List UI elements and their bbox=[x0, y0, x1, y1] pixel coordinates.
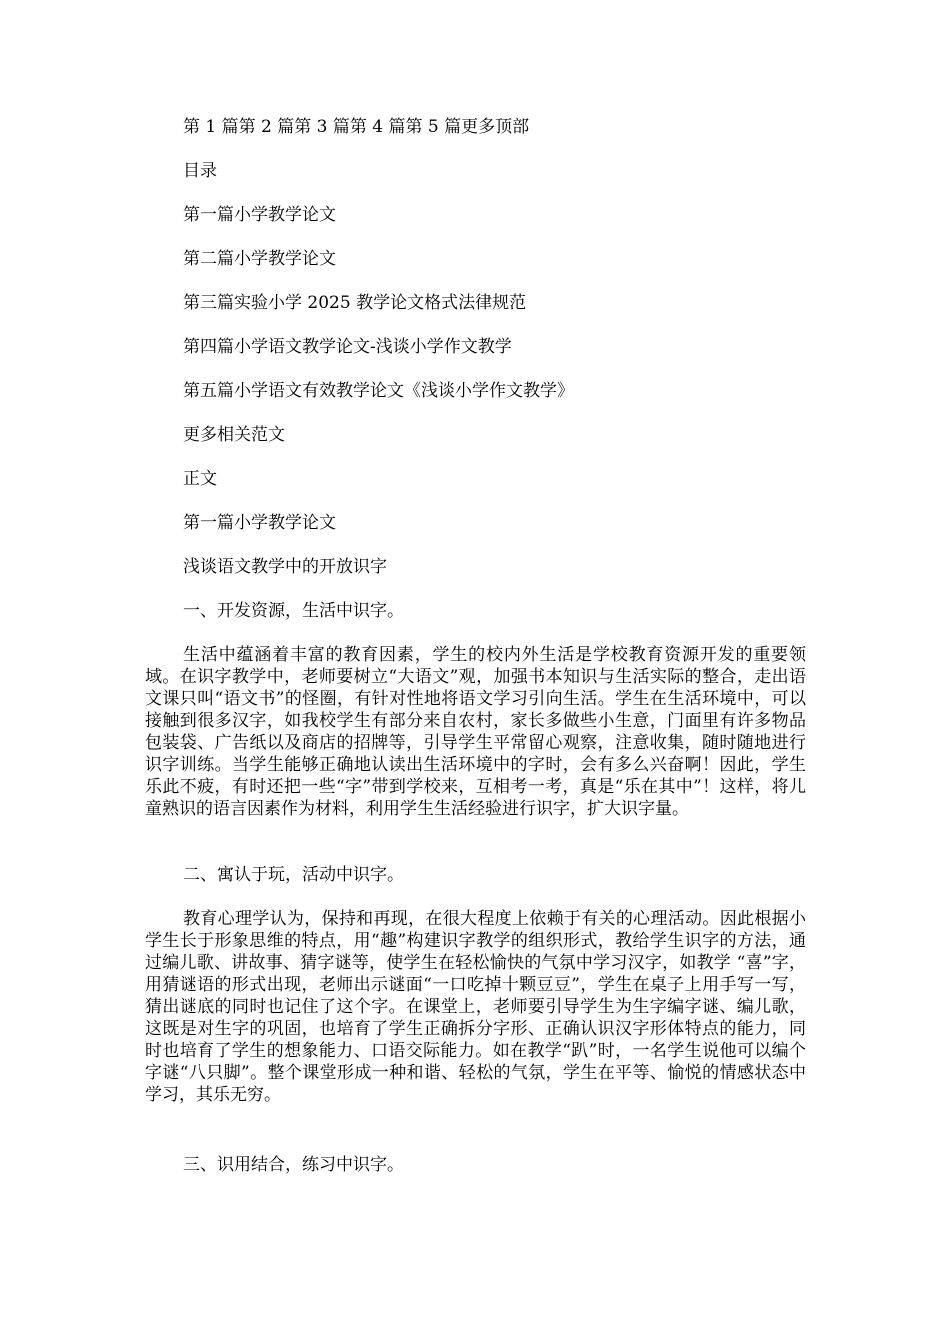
section-2-heading: 二、寓认于玩，活动中识字。 bbox=[183, 865, 404, 885]
article-title: 第一篇小学教学论文 bbox=[183, 513, 336, 533]
section-3-heading: 三、识用结合，练习中识字。 bbox=[183, 1155, 404, 1175]
toc-item-4[interactable]: 第四篇小学语文教学论文-浅谈小学作文教学 bbox=[183, 337, 512, 357]
toc-item-3[interactable]: 第三篇实验小学 2025 教学论文格式法律规范 bbox=[183, 293, 527, 313]
article-nav-links[interactable]: 第 1 篇第 2 篇第 3 篇第 4 篇第 5 篇更多顶部 bbox=[183, 117, 530, 137]
toc-more-link[interactable]: 更多相关范文 bbox=[183, 425, 285, 445]
section-2-paragraph: 教育心理学认为，保持和再现，在很大程度上依赖于有关的心理活动。因此根据小学生长于形象思维的特点，用“趣”构建识字教学的组织形式，教给学生识字的方法，通过编儿歌、讲故事、猜字谜等，使学生在轻松愉快的气氛中学习汉字，如教学 “喜”字，用猜谜语的形式出现，老师出示谜面“一口吃掉十颗豆豆”，学生在桌子上用手写一写，猜出谜底的同时也记住了这个字。在课堂上，老师要引导学生为生字编字谜、编儿歌，这既是对生字的巩固，也培育了学生正确拆分字形、正确认识汉字形体特点的能力，同时也培育了学生的想象能力、口语交际能力。如在教学“趴”时，一名学生说他可以编个字谜“八只脚”。整个课堂形成一种和谐、轻松的气氛，学生在平等、愉悦的情感状态中学习，其乐无穷。 bbox=[145, 909, 806, 1105]
section-1-paragraph: 生活中蕴涵着丰富的教育因素，学生的校内外生活是学校教育资源开发的重要领域。在识字教学中，老师要树立“大语文”观，加强书本知识与生活实际的整合，走出语文课只叫“语文书”的怪圈，有针对性地将语文学习引向生活。学生在生活环境中，可以接触到很多汉字，如我校学生有部分来自农村，家长多做些小生意，门面里有许多物品包装袋、广告纸以及商店的招牌等，引导学生平常留心观察，注意收集，随时随地进行识字训练。当学生能够正确地认读出生活环境中的字时，会有多么兴奋啊！因此，学生乐此不疲，有时还把一些“字”带到学校来，互相考一考，真是“乐在其中”！这样，将儿童熟识的语言因素作为材料，利用学生生活经验进行识字，扩大识字量。 bbox=[145, 645, 806, 819]
article-subtitle: 浅谈语文教学中的开放识字 bbox=[183, 557, 387, 577]
toc-item-2[interactable]: 第二篇小学教学论文 bbox=[183, 249, 336, 269]
body-heading: 正文 bbox=[183, 469, 217, 489]
toc-item-1[interactable]: 第一篇小学教学论文 bbox=[183, 205, 336, 225]
section-1-heading: 一、开发资源，生活中识字。 bbox=[183, 601, 404, 621]
toc-item-5[interactable]: 第五篇小学语文有效教学论文《浅谈小学作文教学》 bbox=[183, 381, 574, 401]
toc-heading: 目录 bbox=[183, 161, 217, 181]
